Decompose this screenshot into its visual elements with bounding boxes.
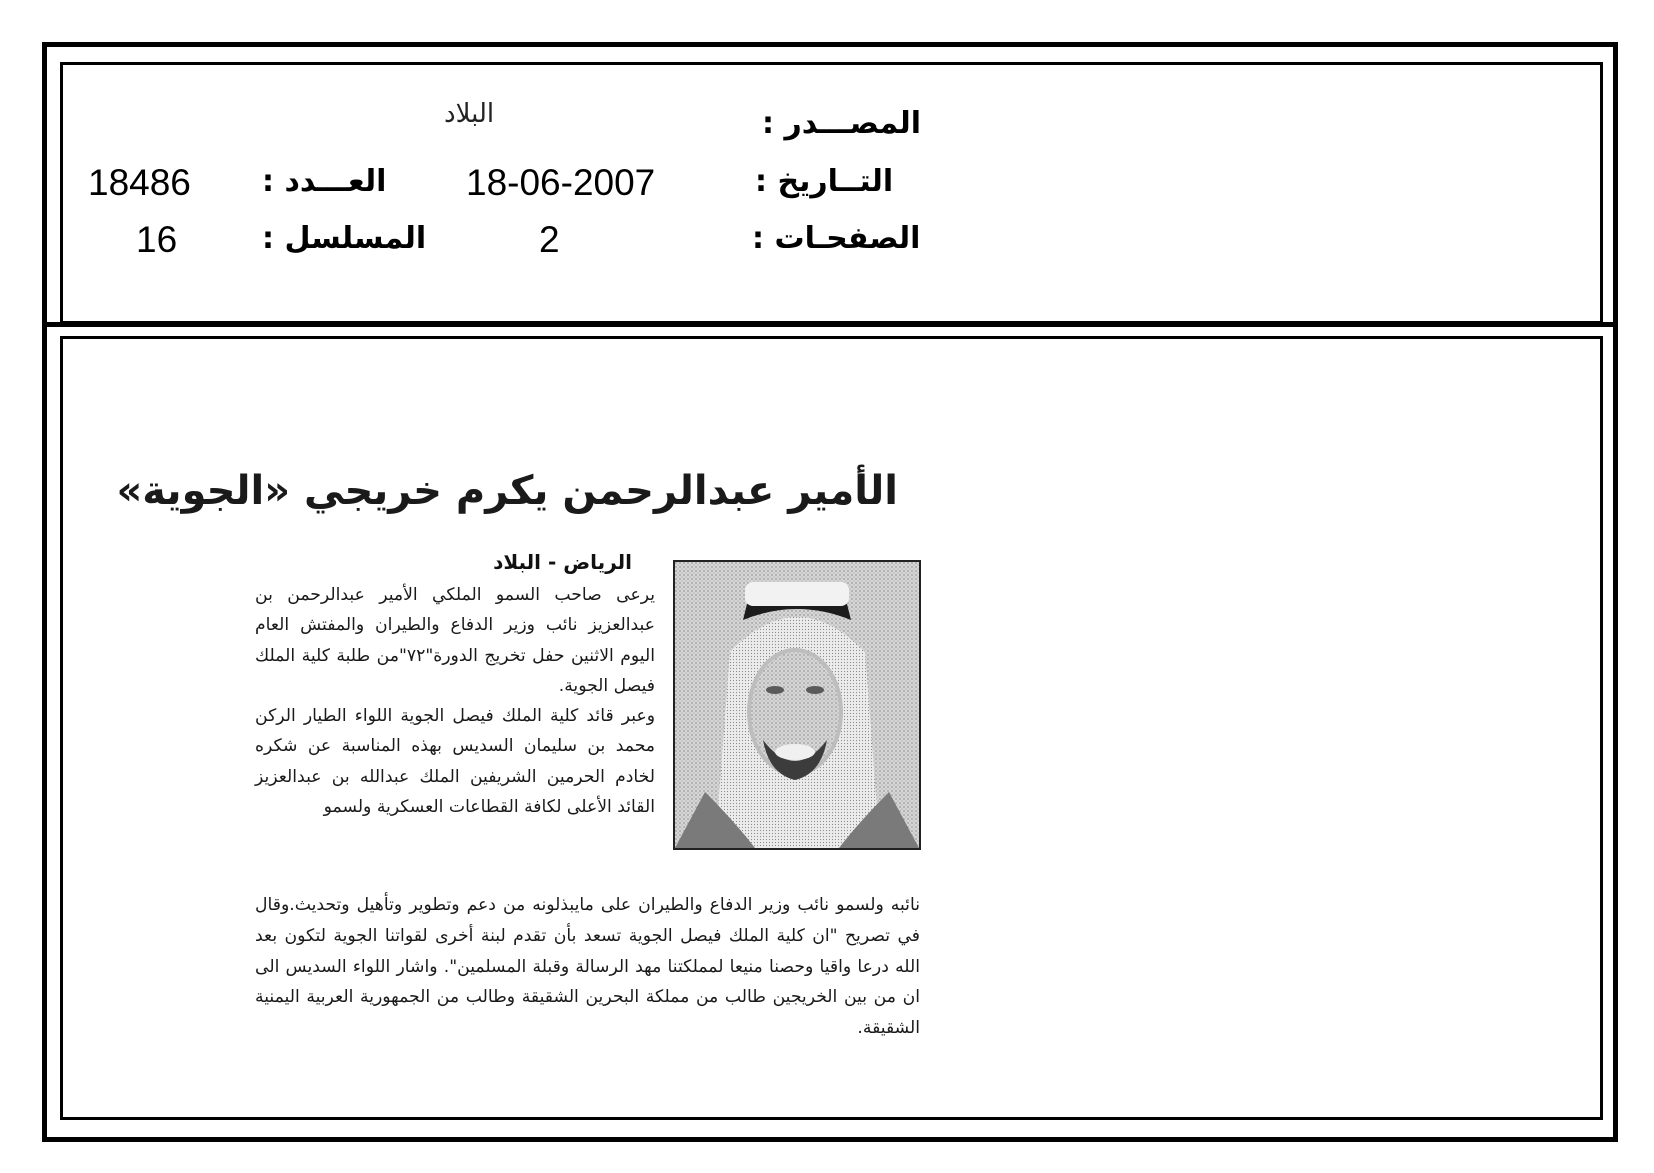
article-paragraph: وعبر قائد كلية الملك فيصل الجوية اللواء الطيار الركن محمد بن سليمان السديس بهذه المناسبة عن شكره لخادم الحرمين الشريفين الملك عبدالله بن عبدالعزيز القائد الأعلى لكافة القطاعات العسكرية ولسمو: [255, 706, 655, 818]
source-value: البلاد: [444, 99, 495, 129]
portrait-photo: [673, 560, 921, 850]
header-divider: [42, 322, 1618, 327]
issue-value: 18486: [88, 162, 191, 203]
issue-label: العـــدد :: [262, 164, 387, 199]
serial-label: المسلسل :: [262, 221, 427, 256]
pages-label: الصفحـات :: [752, 221, 921, 256]
pages-value: 2: [539, 219, 560, 260]
source-label: المصـــدر :: [762, 106, 922, 141]
article-paragraph: يرعى صاحب السمو الملكي الأمير عبدالرحمن بن عبدالعزيز نائب وزير الدفاع والطيران والمفتش العام اليوم الاثنين حفل تخريج الدورة"٧٢"من طلبة كلية الملك فيصل الجوية.: [255, 585, 655, 696]
date-label: التــاريخ :: [755, 164, 894, 199]
date-value: 18-06-2007: [466, 162, 656, 203]
article-column-top: [255, 580, 655, 822]
article-column-bottom: [255, 890, 920, 1044]
portrait-icon: [675, 562, 919, 848]
article-dateline: الرياض - البلاد: [493, 550, 632, 574]
serial-value: 16: [136, 219, 178, 260]
article-headline: الأمير عبدالرحمن يكرم خريجي «الجوية»: [116, 468, 898, 514]
article-paragraph: نائبه ولسمو نائب وزير الدفاع والطيران على مايبذلونه من دعم وتطوير وتأهيل وتحديث.وقال في تصريح "ان كلية الملك فيصل الجوية تسعد بأن تقدم لبنة أخرى لقواتنا الجوية لتكون بعد الله درعا واقيا وحصنا منيعا لمملكتنا مهد الرسالة وقبلة المسلمين". واشار اللواء السديس الى ان من بين الخريجين طالب من مملكة البحرين الشقيقة وطالب من الجمهورية العربية اليمنية الشقيقة.: [255, 895, 920, 1039]
